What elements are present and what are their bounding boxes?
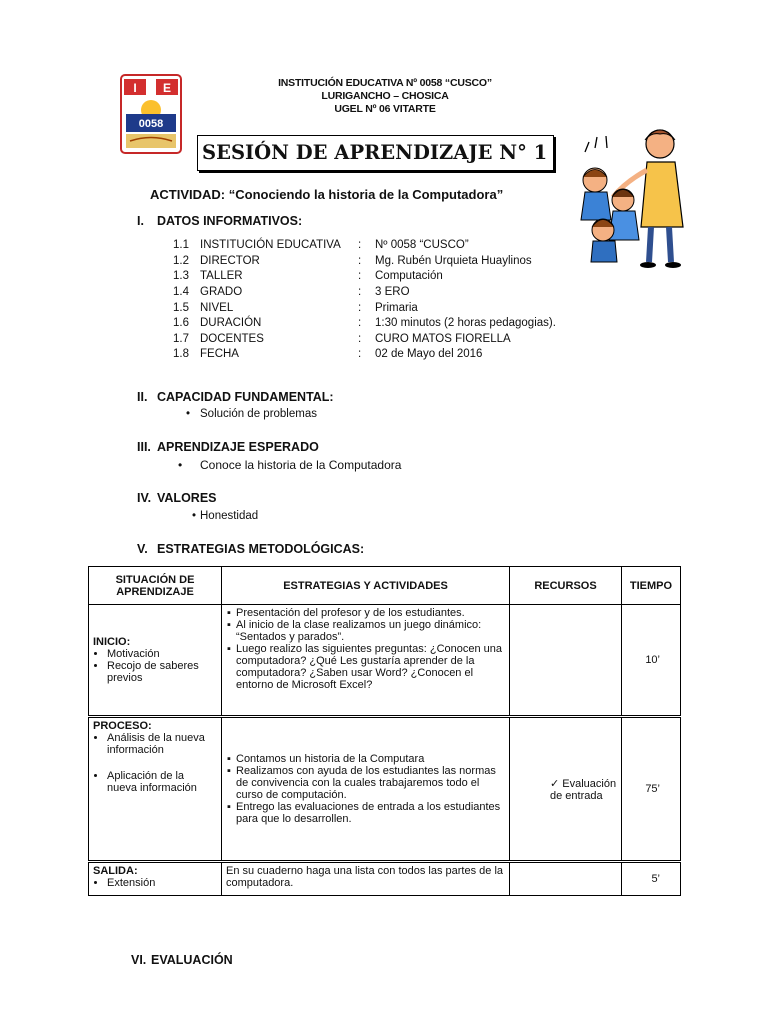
- section-title: CAPACIDAD FUNDAMENTAL:: [157, 390, 334, 404]
- session-title: SESIÓN DE APRENDIZAJE N° 1: [197, 135, 554, 171]
- section-valores: [137, 491, 217, 505]
- info-colon: :: [358, 255, 362, 267]
- info-number: 1.1: [173, 239, 189, 251]
- info-colon: :: [358, 270, 362, 282]
- activity-item: ▪ Luego realizo las siguientes preguntas: ¿Conocen una computadora? ¿Qué Les gustaría aprender de la computadora? ¿Saben usar Word? ¿Conocen el entorno de Microsoft Excel?: [236, 643, 505, 691]
- section-number: III.: [137, 440, 151, 454]
- section-number: V.: [137, 542, 148, 556]
- info-colon: :: [358, 317, 362, 329]
- capacity-item: • Solución de problemas: [186, 408, 317, 420]
- info-colon: :: [358, 286, 362, 298]
- activities-cell: [222, 605, 510, 717]
- value-item: • Honestidad: [192, 510, 259, 522]
- activity-item: ▪ Realizamos con ayuda de los estudiantes las normas de convivencia con la cuales trabajaremos todo el curso de computación.: [236, 765, 505, 801]
- section-estrategias: [137, 542, 364, 556]
- section-number: IV.: [137, 491, 152, 505]
- info-number: 1.6: [173, 317, 189, 329]
- info-number: 1.2: [173, 255, 189, 267]
- info-label: DOCENTES: [200, 333, 264, 345]
- activity-label: ACTIVIDAD:: [150, 187, 226, 202]
- section-aprendizaje-esperado: [137, 440, 319, 454]
- stage-title: SALIDA:: [93, 865, 138, 877]
- activity-item: ▪ Entrego las evaluaciones de entrada a los estudiantes para que lo desarrollen.: [236, 801, 505, 825]
- info-label: FECHA: [200, 348, 239, 360]
- stage-title: PROCESO:: [93, 720, 152, 732]
- info-value: 3 ERO: [375, 286, 410, 298]
- activity-item: ▪ Al inicio de la clase realizamos un juego dinámico: “Sentados y parados”.: [236, 619, 505, 643]
- activity-line: [150, 187, 503, 202]
- header-tiempo: TIEMPO: [622, 567, 681, 605]
- info-value: 1:30 minutos (2 horas pedagogias).: [375, 317, 556, 329]
- logo-letter-i: I: [133, 81, 137, 95]
- time-cell: 5’: [622, 862, 681, 896]
- stage-item: • Recojo de saberes previos: [107, 660, 217, 684]
- table-row-proceso: [89, 717, 681, 862]
- institution-name: INSTITUCIÓN EDUCATIVA Nº 0058 “CUSCO”: [278, 77, 492, 89]
- info-number: 1.8: [173, 348, 189, 360]
- info-value: 02 de Mayo del 2016: [375, 348, 483, 360]
- section-number: I.: [137, 214, 144, 228]
- resources-cell: [510, 862, 622, 896]
- stage-item: • Análisis de la nueva información: [107, 732, 217, 756]
- time-cell: 10’: [622, 605, 681, 717]
- table-row-salida: [89, 862, 681, 896]
- info-number: 1.3: [173, 270, 189, 282]
- ugel-name: UGEL Nº 06 VITARTE: [334, 103, 436, 115]
- info-number: 1.4: [173, 286, 189, 298]
- info-colon: :: [358, 333, 362, 345]
- info-value: Computación: [375, 270, 443, 282]
- time-cell: 75’: [622, 717, 681, 862]
- info-label: GRADO: [200, 286, 243, 298]
- info-colon: :: [358, 239, 362, 251]
- strategies-table: [88, 566, 681, 896]
- section-title: DATOS INFORMATIVOS:: [157, 214, 303, 228]
- header-estrategias: ESTRATEGIAS Y ACTIVIDADES: [222, 567, 510, 605]
- section-number: VI.: [131, 953, 147, 967]
- info-number: 1.7: [173, 333, 189, 345]
- info-value: Nº 0058 “CUSCO”: [375, 239, 469, 251]
- stage-item: • Motivación: [107, 648, 217, 660]
- stage-cell: [89, 717, 222, 862]
- stage-cell: [89, 862, 222, 896]
- info-label: INSTITUCIÓN EDUCATIVA: [200, 239, 341, 251]
- info-label: TALLER: [200, 270, 243, 282]
- activities-cell: En su cuaderno haga una lista con todos las partes de la computadora.: [222, 862, 510, 896]
- section-datos-informativos: [137, 214, 302, 228]
- logo-number: 0058: [138, 118, 164, 130]
- logo-letter-e: E: [162, 81, 172, 95]
- stage-item: • Aplicación de la nueva información: [107, 770, 217, 794]
- resources-cell: [510, 605, 622, 717]
- activity-item: ▪ Contamos un historia de la Computara: [236, 753, 505, 765]
- section-title: ESTRATEGIAS METODOLÓGICAS:: [157, 542, 365, 556]
- info-number: 1.5: [173, 302, 189, 314]
- stage-item: • Extensión: [107, 877, 217, 889]
- stage-cell: [89, 605, 222, 717]
- district-name: LURIGANCHO – CHOSICA: [321, 90, 449, 102]
- table-header-row: [89, 567, 681, 605]
- section-title: VALORES: [157, 491, 217, 505]
- section-number: II.: [137, 390, 148, 404]
- resources-cell: ✓ Evaluación de entrada: [510, 717, 622, 862]
- section-capacidad-fundamental: [137, 390, 334, 404]
- info-colon: :: [358, 348, 362, 360]
- header-recursos: RECURSOS: [510, 567, 622, 605]
- info-colon: :: [358, 302, 362, 314]
- info-label: NIVEL: [200, 302, 234, 314]
- info-value: Mg. Rubén Urquieta Huaylinos: [375, 255, 532, 267]
- info-value: CURO MATOS FIORELLA: [375, 333, 511, 345]
- header-situacion: SITUACIÓN DE APRENDIZAJE: [89, 567, 222, 605]
- school-logo: [120, 74, 182, 154]
- info-label: DIRECTOR: [200, 255, 260, 267]
- teacher-children-illustration: [565, 122, 690, 272]
- learning-item: • Conoce la historia de la Computadora: [178, 458, 402, 472]
- info-value: Primaria: [375, 302, 418, 314]
- activities-cell: [222, 717, 510, 862]
- activity-value: “Conociendo la historia de la Computadora”: [228, 187, 504, 202]
- section-evaluacion: [131, 953, 233, 967]
- stage-title: INICIO:: [93, 636, 131, 648]
- table-row-inicio: [89, 605, 681, 717]
- info-label: DURACIÓN: [200, 317, 262, 329]
- section-title: APRENDIZAJE ESPERADO: [157, 440, 319, 454]
- activity-item: ▪ Presentación del profesor y de los estudiantes.: [236, 607, 505, 619]
- section-title: EVALUACIÓN: [151, 953, 233, 967]
